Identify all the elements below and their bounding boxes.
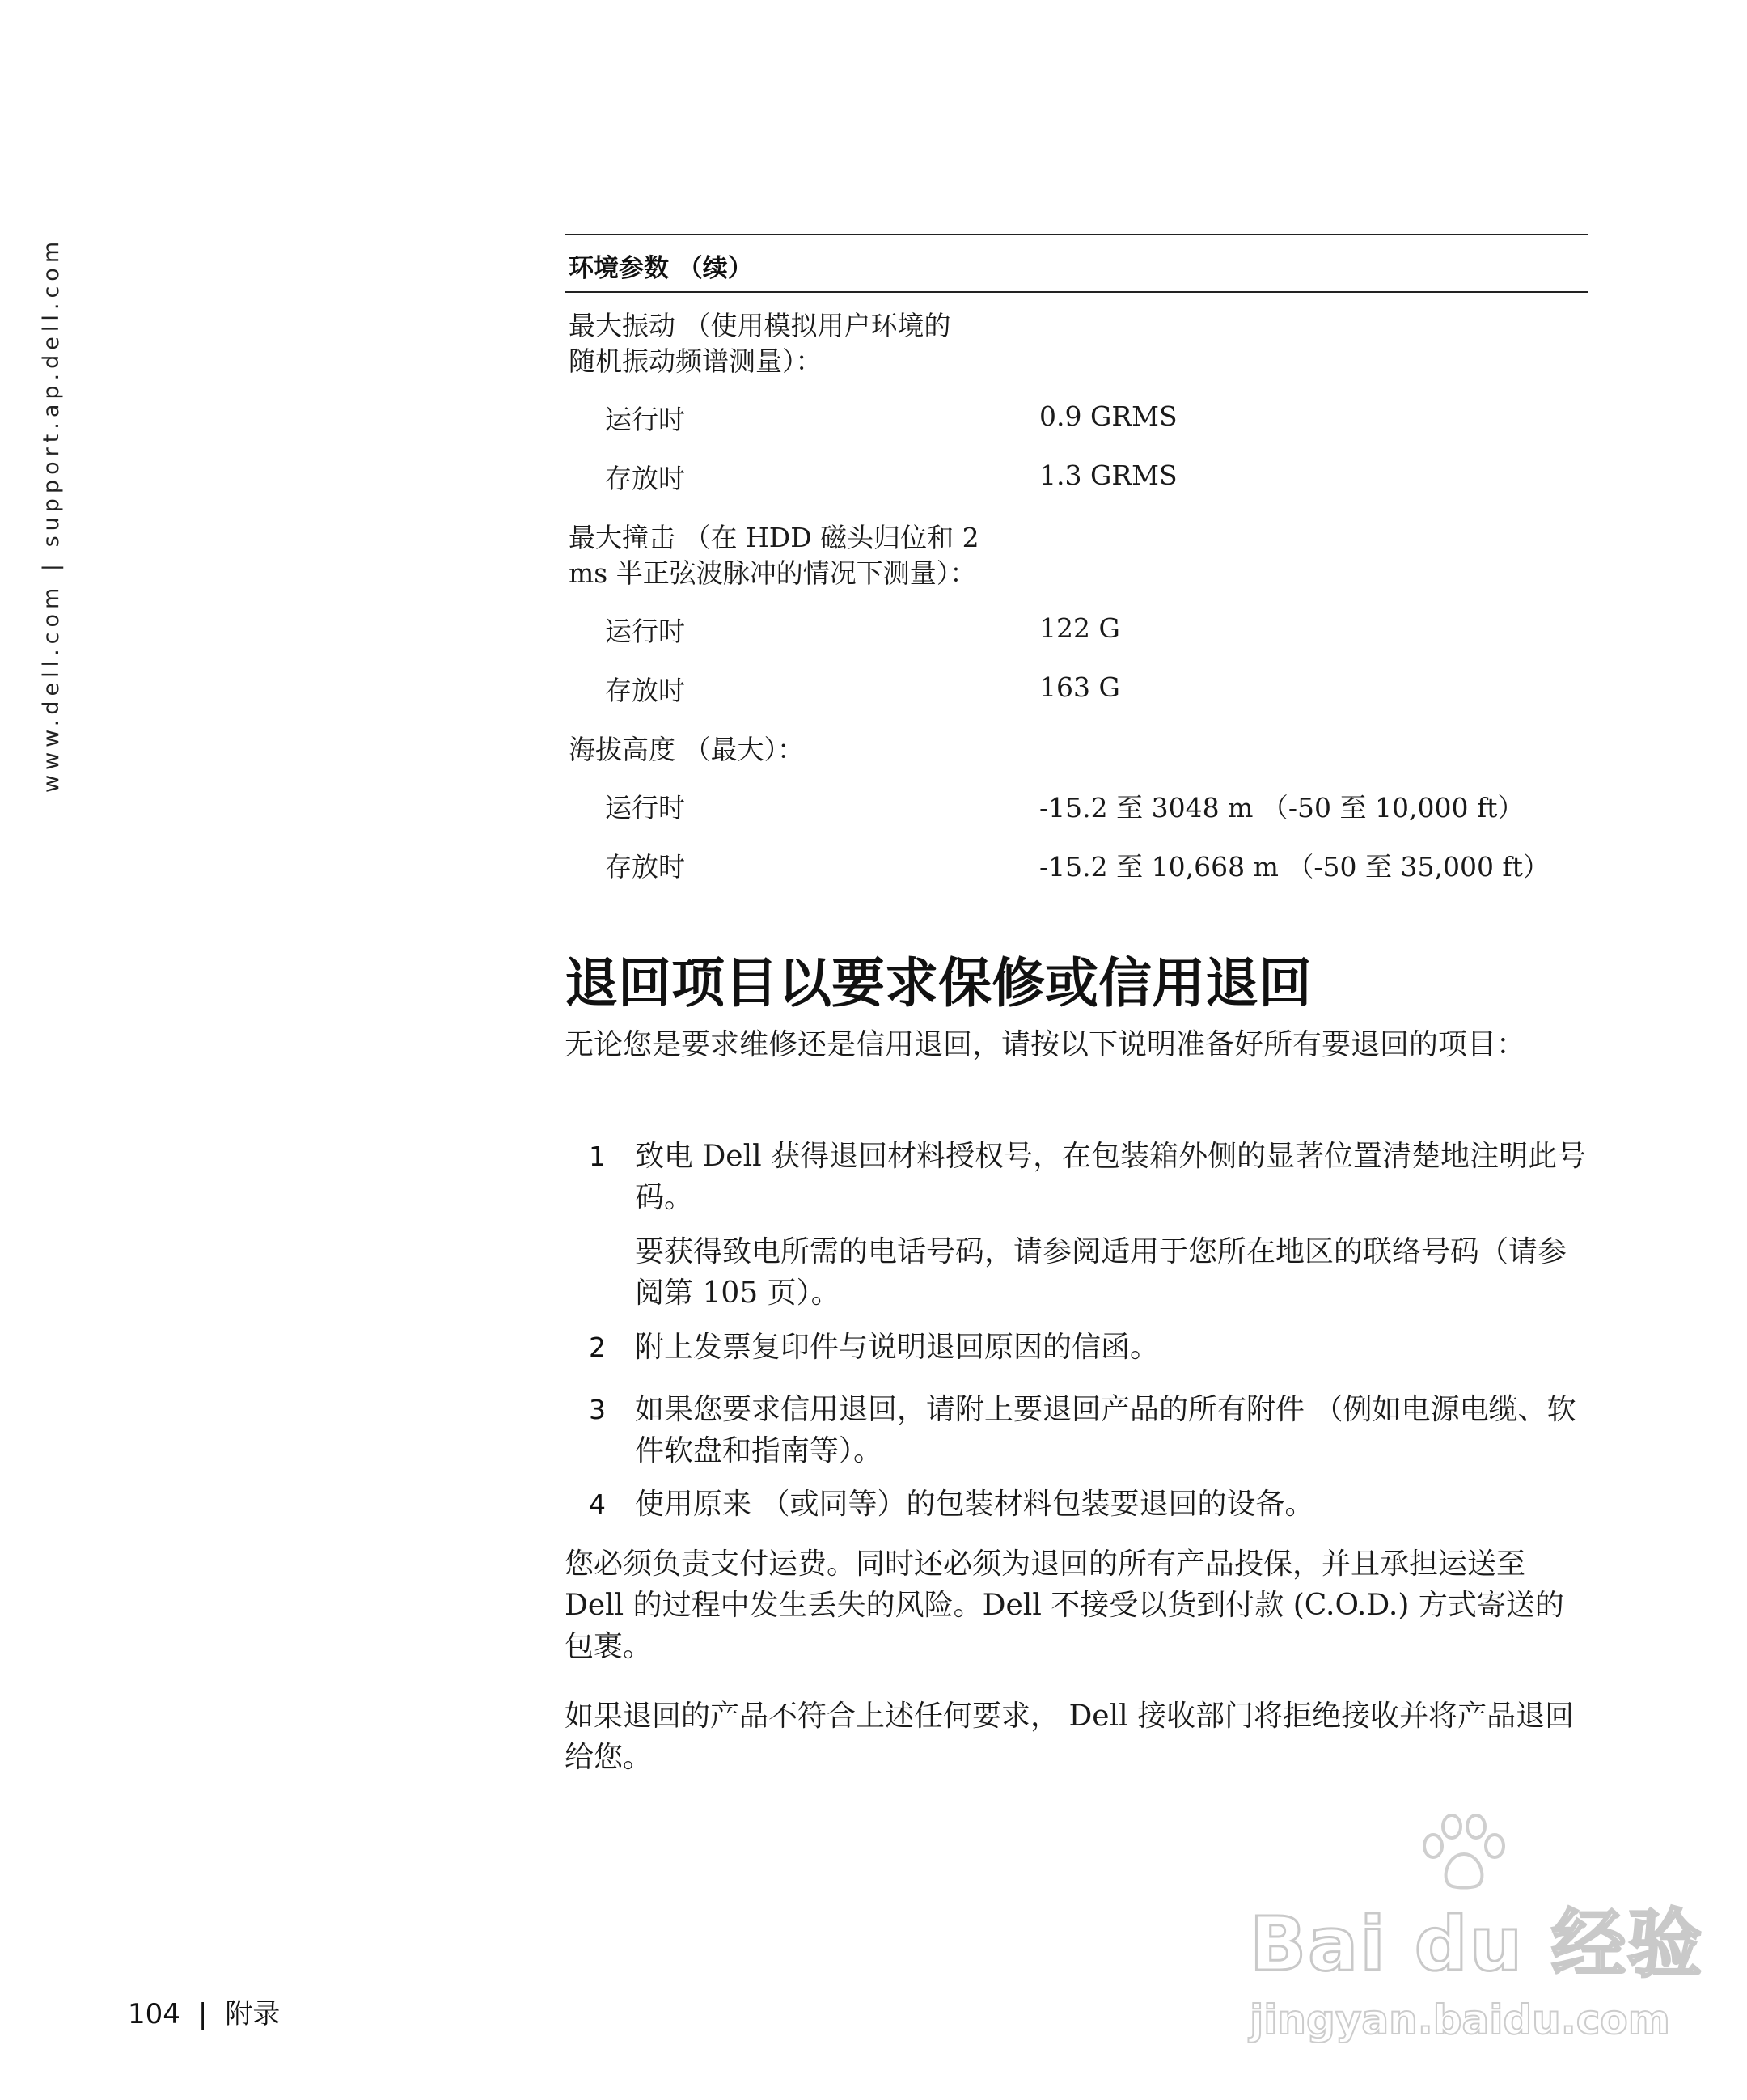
step-text: 致电 Dell 获得退回材料授权号，在包装箱外侧的显著位置清楚地注明此号码。: [635, 1140, 1587, 1214]
row-label: 存放时: [605, 463, 685, 494]
row-label: 运行时: [605, 616, 685, 647]
footer-section: 附录: [225, 1998, 281, 2030]
row-value: 1.3 GRMS: [1039, 459, 1178, 491]
step-text: 如果您要求信用退回，请附上要退回产品的所有附件 （例如电源电缆、软件软盘和指南等）。: [635, 1393, 1576, 1467]
paw-icon: [1415, 1812, 1512, 1893]
row-label: 存放时: [605, 675, 685, 706]
group-label: 随机振动频谱测量）：: [569, 345, 823, 377]
table-title: 环境参数 （续）: [569, 254, 753, 283]
step-number: 1: [589, 1141, 606, 1172]
page-number: 104: [128, 1998, 180, 2030]
step-number: 2: [589, 1332, 606, 1363]
page-footer: [128, 1992, 280, 2031]
row-value: -15.2 至 3048 m （-50 至 10,000 ft）: [1039, 792, 1525, 823]
section-intro: 无论您是要求维修还是信用退回，请按以下说明准备好所有要退回的项目：: [565, 1028, 1526, 1061]
table-top-rule: [565, 234, 1588, 235]
step-number: 4: [589, 1488, 606, 1520]
shipping-paragraph: 您必须负责支付运费。同时还必须为退回的所有产品投保，并且承担运送至 Dell 的过程中发生丢失的风险。Dell 不接受以货到付款 (C.O.D.) 方式寄送的包裹。: [565, 1547, 1564, 1663]
step-number: 3: [589, 1394, 606, 1425]
row-value: 122 G: [1039, 612, 1120, 644]
baidu-watermark: [1250, 1812, 1704, 2055]
section-heading: 退回项目以要求保修或信用退回: [565, 952, 1312, 1014]
row-label: 运行时: [605, 792, 685, 823]
row-value: 0.9 GRMS: [1039, 400, 1178, 432]
watermark-site: jingyan.baidu.com: [1250, 1996, 1670, 2043]
group-label: 最大撞击 （在 HDD 磁头归位和 2: [569, 522, 979, 553]
row-label: 存放时: [605, 851, 685, 883]
row-label: 运行时: [605, 404, 685, 435]
watermark-brand: Bai du 经验: [1250, 1901, 1704, 1988]
group-label: 海拔高度 （最大）：: [569, 734, 804, 765]
rejection-paragraph: 如果退回的产品不符合上述任何要求， Dell 接收部门将拒绝接收并将产品退回给您。: [565, 1700, 1575, 1774]
group-label: ms 半正弦波脉冲的情况下测量）：: [569, 557, 977, 589]
footer-separator: |: [197, 1998, 208, 2030]
step-text: 附上发票复印件与说明退回原因的信函。: [635, 1331, 1160, 1364]
step-note: 要获得致电所需的电话号码，请参阅适用于您所在地区的联络号码（请参阅第 105 页）。: [635, 1235, 1567, 1310]
table-header-rule: [565, 291, 1588, 293]
side-url: www.dell.com | support.ap.dell.com: [39, 236, 64, 793]
row-value: 163 G: [1039, 671, 1120, 703]
group-label: 最大振动 （使用模拟用户环境的: [569, 310, 951, 341]
step-text: 使用原来 （或同等）的包装材料包装要退回的设备。: [635, 1488, 1314, 1521]
row-value: -15.2 至 10,668 m （-50 至 35,000 ft）: [1039, 851, 1550, 883]
